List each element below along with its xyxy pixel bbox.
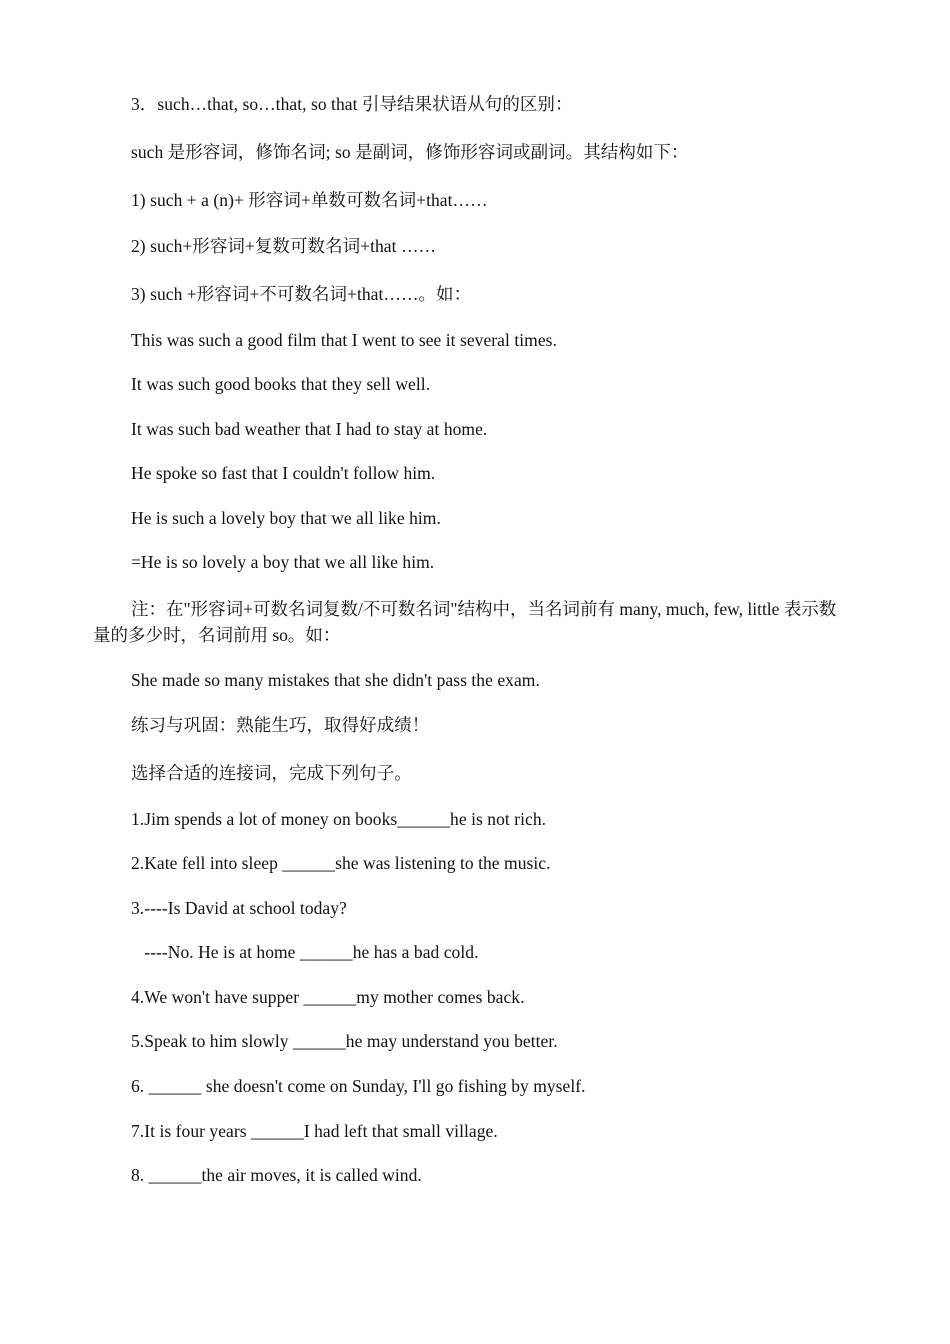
section-heading: 3．such…that, so…that, so that 引导结果状语从句的区别： [131,94,573,114]
structure-item: 2) such+形容词+复数可数名词+that …… [131,236,437,256]
note-paragraph: 注：在"形容词+可数名词复数/不可数名词"结构中，当名词前有 many, much, few, little 表示数量的多少时，名词前用 so。如： [93,599,837,645]
exercise-item: 8. ______the air moves, it is called wind. [131,1165,422,1185]
exercise-item: 3.----Is David at school today? [131,898,347,918]
exercise-item: ----No. He is at home ______he has a bad cold. [131,942,479,962]
intro-paragraph: such 是形容词，修饰名词; so 是副词，修饰形容词或副词。其结构如下： [131,142,689,162]
example-sentence: It was such bad weather that I had to stay at home. [131,419,488,439]
example-sentence: He is such a lovely boy that we all like him. [131,508,441,528]
exercise-item: 4.We won't have supper ______my mother comes back. [131,987,525,1007]
exercise-item: 6. ______ she doesn't come on Sunday, I'll go fishing by myself. [131,1076,586,1096]
example-sentence: It was such good books that they sell well. [131,374,431,394]
practice-title: 练习与巩固：熟能生巧，取得好成绩！ [131,715,430,735]
exercise-instruction: 选择合适的连接词，完成下列句子。 [131,763,412,783]
exercise-item: 1.Jim spends a lot of money on books______he is not rich. [131,809,547,829]
example-sentence: He spoke so fast that I couldn't follow him. [131,463,436,483]
example-sentence: This was such a good film that I went to see it several times. [131,330,557,350]
structure-item: 3) such +形容词+不可数名词+that……。如： [131,284,472,304]
example-sentence: =He is so lovely a boy that we all like him. [131,552,435,572]
structure-item: 1) such + a (n)+ 形容词+单数可数名词+that…… [131,190,488,210]
exercise-item: 2.Kate fell into sleep ______she was listening to the music. [131,853,551,873]
note-example: She made so many mistakes that she didn't pass the exam. [131,670,540,690]
exercise-item: 7.It is four years ______I had left that small village. [131,1121,498,1141]
exercise-item: 5.Speak to him slowly ______he may understand you better. [131,1031,558,1051]
